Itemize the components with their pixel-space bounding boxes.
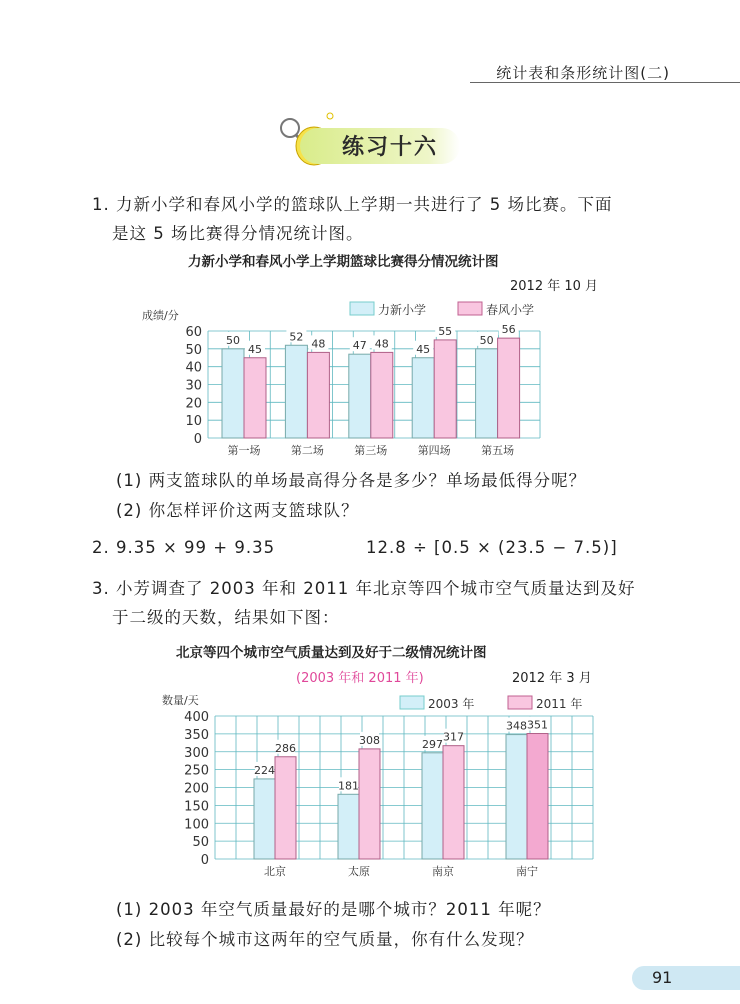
x-tick-label: 第五场 — [481, 444, 515, 457]
bar-series1 — [476, 349, 498, 438]
bar-series2 — [307, 352, 329, 438]
data-label: 56 — [501, 323, 516, 337]
bar-series2 — [359, 749, 380, 859]
data-label: 224 — [254, 763, 275, 777]
y-tick-label: 400 — [184, 710, 209, 725]
data-label: 55 — [438, 324, 453, 338]
data-label: 45 — [248, 342, 262, 356]
y-tick-label: 10 — [185, 414, 202, 430]
bar-series1 — [254, 779, 275, 859]
bar-series2 — [371, 352, 393, 438]
exercise-title: 练习十六 — [342, 135, 439, 160]
q1-text-line1: 1. 力新小学和春风小学的篮球队上学期一共进行了 5 场比赛。下面 — [92, 195, 613, 214]
y-tick-label: 300 — [184, 745, 209, 761]
bar-series1 — [422, 753, 443, 859]
x-tick-label: 第三场 — [354, 444, 388, 457]
data-label: 348 — [506, 719, 527, 733]
y-tick-label: 100 — [184, 817, 209, 833]
q1-text-line2: 是这 5 场比赛得分情况统计图。 — [112, 224, 364, 243]
y-tick-label: 0 — [200, 853, 209, 868]
chart2-date: 2012 年 3 月 — [512, 671, 592, 686]
chart2-subtitle: (2003 年和 2011 年) — [296, 671, 424, 686]
x-tick-label: 南京 — [432, 865, 454, 878]
q2-expr1: 2. 9.35 × 99 + 9.35 — [92, 538, 276, 557]
y-tick-label: 50 — [185, 342, 202, 358]
y-tick-label: 30 — [185, 378, 202, 394]
x-tick-label: 第二场 — [290, 444, 324, 457]
x-tick-label: 第四场 — [417, 444, 451, 457]
q3-sub1: (1) 2003 年空气质量最好的是哪个城市？2011 年呢？ — [116, 900, 551, 919]
legend-label: 2003 年 — [428, 697, 475, 711]
data-label: 297 — [422, 737, 443, 751]
data-label: 50 — [226, 333, 240, 347]
bar-series1 — [412, 358, 434, 438]
y-tick-label: 350 — [184, 727, 209, 743]
x-tick-label: 第一场 — [227, 444, 261, 457]
bar-series1 — [285, 345, 307, 438]
x-tick-label: 南宁 — [516, 865, 538, 878]
y-tick-label: 50 — [192, 835, 209, 851]
legend-swatch — [458, 302, 482, 315]
q1-sub1: (1) 两支篮球队的单场最高得分各是多少？单场最低得分呢？ — [116, 471, 587, 490]
page-number: 91 — [652, 968, 673, 987]
bar-series2 — [434, 340, 456, 438]
page-number-tab — [632, 966, 740, 990]
data-label: 52 — [289, 330, 304, 344]
data-label: 286 — [275, 741, 296, 755]
chart1-title: 力新小学和春风小学上学期篮球比赛得分情况统计图 — [188, 254, 499, 270]
q1-sub2: (2) 你怎样评价这两支篮球队？ — [116, 501, 359, 520]
y-tick-label: 0 — [193, 432, 202, 447]
bar-series1 — [506, 735, 527, 859]
bar-series2 — [275, 757, 296, 859]
legend-label: 2011 年 — [536, 697, 583, 711]
chart2-svg — [160, 688, 610, 883]
section-title: 统计表和条形统计图(二) — [496, 64, 670, 82]
y-tick-label: 150 — [184, 799, 209, 815]
bar-series2 — [527, 734, 548, 859]
bar-series2 — [244, 358, 266, 438]
bar-series1 — [338, 794, 359, 859]
q3-text-line2: 于二级的天数，结果如下图： — [112, 608, 340, 627]
bar-series1 — [349, 354, 371, 438]
legend-swatch — [400, 696, 424, 709]
chart1-date: 2012 年 10 月 — [510, 279, 599, 294]
legend-label: 力新小学 — [378, 303, 427, 317]
data-label: 308 — [359, 733, 380, 747]
bar-series2 — [498, 338, 520, 438]
data-label: 48 — [311, 337, 326, 351]
y-axis-label: 数量/天 — [162, 694, 199, 707]
bar-series1 — [222, 349, 244, 438]
data-label: 47 — [352, 339, 367, 353]
legend-swatch — [350, 302, 374, 315]
q3-text-line1: 3. 小芳调查了 2003 年和 2011 年北京等四个城市空气质量达到及好 — [92, 579, 636, 598]
q2-expr2: 12.8 ÷ [0.5 × (23.5 − 7.5)] — [366, 538, 618, 557]
data-label: 351 — [527, 718, 548, 732]
legend-label: 春风小学 — [486, 303, 535, 317]
x-tick-label: 太原 — [348, 865, 370, 878]
data-label: 317 — [443, 730, 464, 744]
y-axis-label: 成绩/分 — [142, 309, 179, 322]
chart2-title: 北京等四个城市空气质量达到及好于二级情况统计图 — [176, 645, 487, 661]
x-tick-label: 北京 — [264, 865, 286, 878]
y-tick-label: 40 — [185, 360, 202, 376]
bar-series2 — [443, 746, 464, 859]
data-label: 45 — [416, 342, 431, 356]
data-label: 48 — [374, 337, 389, 351]
legend-swatch — [508, 696, 532, 709]
y-tick-label: 60 — [185, 325, 202, 340]
data-label: 181 — [338, 779, 359, 793]
y-tick-label: 250 — [184, 763, 209, 779]
chart1-svg — [140, 295, 560, 465]
y-tick-label: 20 — [185, 396, 202, 412]
y-tick-label: 200 — [184, 781, 209, 797]
data-label: 50 — [479, 333, 494, 347]
q3-sub2: (2) 比较每个城市这两年的空气质量，你有什么发现？ — [116, 930, 534, 949]
